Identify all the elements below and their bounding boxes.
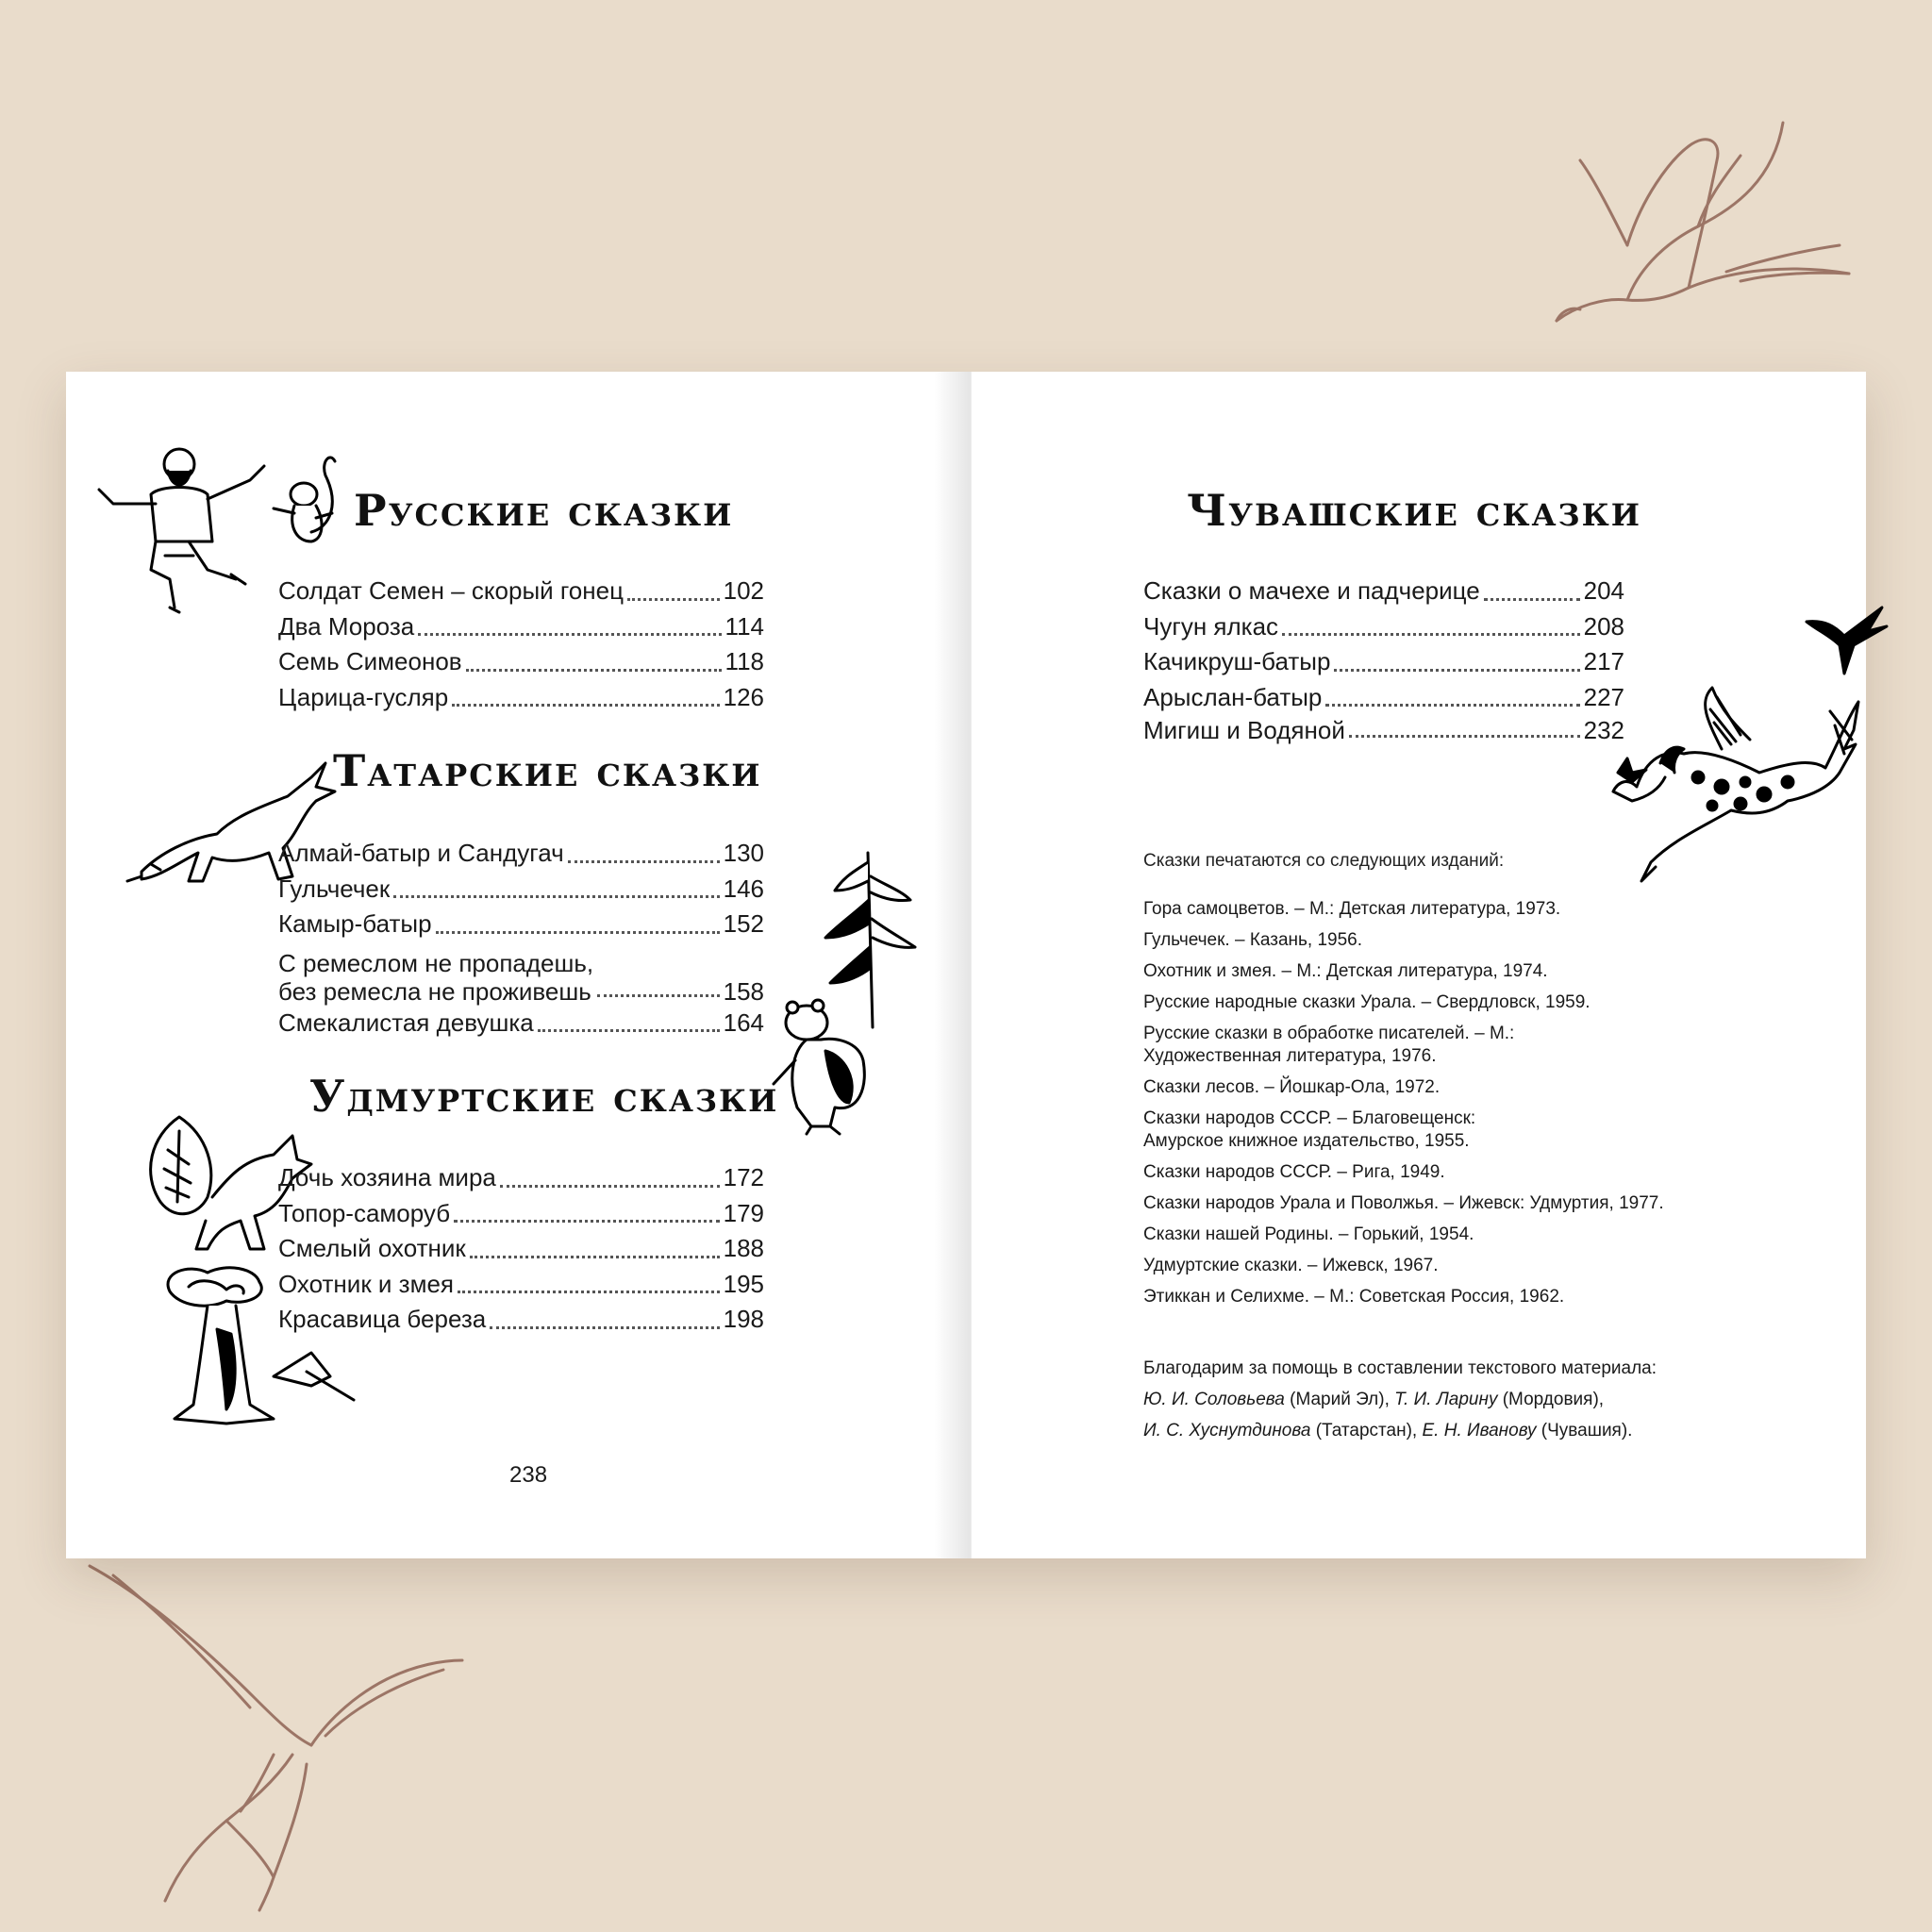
toc-entry[interactable] <box>1143 609 1624 645</box>
entry-page: 208 <box>1583 611 1624 641</box>
entry-title: Дочь хозяина мира <box>278 1163 496 1191</box>
entry-title: Алмай-батыр и Сандугач <box>278 839 564 867</box>
toc-entry[interactable] <box>278 609 764 645</box>
entry-page: 114 <box>724 611 764 641</box>
toc-russian <box>278 574 764 715</box>
entry-page: 102 <box>723 576 764 605</box>
toc-entry[interactable] <box>278 680 764 716</box>
toc-entry[interactable] <box>278 907 764 942</box>
entry-title-line2: без ремесла не проживешь <box>278 976 591 1006</box>
tree-stump-with-axe-icon <box>132 1263 368 1433</box>
entry-page: 232 <box>1583 716 1624 744</box>
entry-title: Чугун ялкас <box>1143 611 1279 641</box>
toc-entry[interactable] <box>278 1196 764 1232</box>
source-item: Сказки народов СССР. – Рига, 1949. <box>1143 1162 1445 1182</box>
entry-title-line1: С ремеслом не пропадешь, <box>278 948 594 977</box>
thanks-name: Ю. И. Соловьева <box>1143 1390 1285 1409</box>
left-page <box>66 372 972 1558</box>
acknowledgements <box>1143 1353 1804 1446</box>
winged-horse-icon <box>1608 683 1863 891</box>
entry-page: 164 <box>723 1008 764 1037</box>
entry-page: 152 <box>723 909 764 938</box>
thanks-region: (Марий Эл), <box>1284 1390 1395 1409</box>
entry-page: 118 <box>724 647 764 675</box>
entry-title: Два Мороза <box>278 611 415 641</box>
thanks-line2 <box>1143 1415 1804 1446</box>
toc-tatar <box>278 836 764 1041</box>
swallow-decoration-bottom-left-icon <box>85 1557 481 1915</box>
entry-page: 188 <box>723 1234 764 1262</box>
entry-page: 172 <box>723 1163 764 1191</box>
source-item: Этиккан и Селихме. – М.: Советская Россия, 1962. <box>1143 1287 1565 1307</box>
source-item: Русские сказки в обработке писателей. – М.: Художественная литература, 1976. <box>1143 1024 1515 1066</box>
entry-title: Гульчечек <box>278 874 391 903</box>
toc-entry[interactable] <box>278 1160 764 1196</box>
section-title-russian: Русские сказки <box>354 485 734 536</box>
book-spread <box>66 372 1866 1558</box>
entry-title: Топор-саморуб <box>278 1198 451 1227</box>
source-item: Гульчечек. – Казань, 1956. <box>1143 930 1363 950</box>
entry-title: Семь Симеонов <box>278 647 462 675</box>
source-item: Русские народные сказки Урала. – Свердловск, 1959. <box>1143 992 1591 1012</box>
toc-chuvash <box>1143 574 1624 746</box>
entry-page: 126 <box>723 682 764 711</box>
section-title-tatar: Татарские сказки <box>333 745 762 796</box>
bear-icon <box>769 994 891 1136</box>
toc-entry[interactable] <box>1143 715 1624 746</box>
thanks-region: (Мордовия), <box>1497 1390 1605 1409</box>
entry-title: Камыр-батыр <box>278 909 432 938</box>
source-item: Сказки народов Урала и Поволжья. – Ижевск: Удмуртия, 1977. <box>1143 1193 1664 1213</box>
entry-page: 204 <box>1583 576 1624 605</box>
entry-title: Царица-гусляр <box>278 682 449 711</box>
entry-page: 227 <box>1583 682 1624 711</box>
entry-title: Красавица береза <box>278 1305 487 1333</box>
entry-page: 146 <box>723 874 764 903</box>
entry-title: Охотник и змея <box>278 1269 454 1298</box>
thanks-line1 <box>1143 1384 1804 1415</box>
entry-page: 130 <box>723 839 764 867</box>
thanks-region: (Татарстан), <box>1310 1421 1423 1441</box>
entry-page: 217 <box>1583 647 1624 675</box>
entry-title: Мигиш и Водяной <box>1143 716 1345 744</box>
toc-entry[interactable] <box>278 872 764 908</box>
toc-entry[interactable] <box>278 1006 764 1041</box>
thanks-region: (Чувашия). <box>1536 1421 1633 1441</box>
thanks-name: Е. Н. Иванову <box>1422 1421 1537 1441</box>
entry-title: Смекалистая девушка <box>278 1008 534 1037</box>
toc-entry[interactable] <box>278 1231 764 1267</box>
toc-entry[interactable] <box>278 644 764 680</box>
entry-title: Качикруш-батыр <box>1143 647 1331 675</box>
thanks-name: И. С. Хуснутдинова <box>1143 1421 1311 1441</box>
toc-entry[interactable] <box>278 574 764 609</box>
entry-page: 158 <box>723 976 764 1006</box>
source-item: Сказки народов СССР. – Благовещенск: Амурское книжное издательство, 1955. <box>1143 1108 1476 1151</box>
entry-title: Арыслан-батыр <box>1143 682 1323 711</box>
flying-swallow-icon <box>1802 603 1891 678</box>
sources-list <box>1143 898 1794 1317</box>
page-number: 238 <box>509 1462 548 1488</box>
source-item: Гора самоцветов. – М.: Детская литература, 1973. <box>1143 899 1561 919</box>
entry-page: 195 <box>723 1269 764 1298</box>
source-item: Охотник и змея. – М.: Детская литература, 1974. <box>1143 961 1548 981</box>
entry-page: 179 <box>723 1198 764 1227</box>
toc-entry[interactable] <box>1143 574 1624 609</box>
entry-title: Солдат Семен – скорый гонец <box>278 576 624 605</box>
entry-title: Сказки о мачехе и падчерице <box>1143 576 1480 605</box>
toc-entry[interactable] <box>1143 644 1624 680</box>
toc-entry[interactable] <box>1143 680 1624 716</box>
swallow-decoration-top-right-icon <box>1538 104 1868 340</box>
toc-entry[interactable] <box>278 836 764 872</box>
source-item: Удмуртские сказки. – Ижевск, 1967. <box>1143 1256 1439 1275</box>
right-page <box>972 372 1866 1558</box>
sources-intro: Сказки печатаются со следующих изданий: <box>1143 851 1505 871</box>
source-item: Сказки нашей Родины. – Горький, 1954. <box>1143 1224 1474 1244</box>
section-title-chuvash: Чувашские сказки <box>1187 485 1641 536</box>
section-title-udmurt: Удмуртские сказки <box>309 1071 779 1122</box>
toc-entry[interactable] <box>278 942 764 1006</box>
entry-title: Смелый охотник <box>278 1234 466 1262</box>
entry-page: 198 <box>723 1305 764 1333</box>
thanks-intro: Благодарим за помощь в составлении текстового материала: <box>1143 1358 1657 1378</box>
source-item: Сказки лесов. – Йошкар-Ола, 1972. <box>1143 1077 1441 1097</box>
thanks-name: Т. И. Ларину <box>1394 1390 1498 1409</box>
